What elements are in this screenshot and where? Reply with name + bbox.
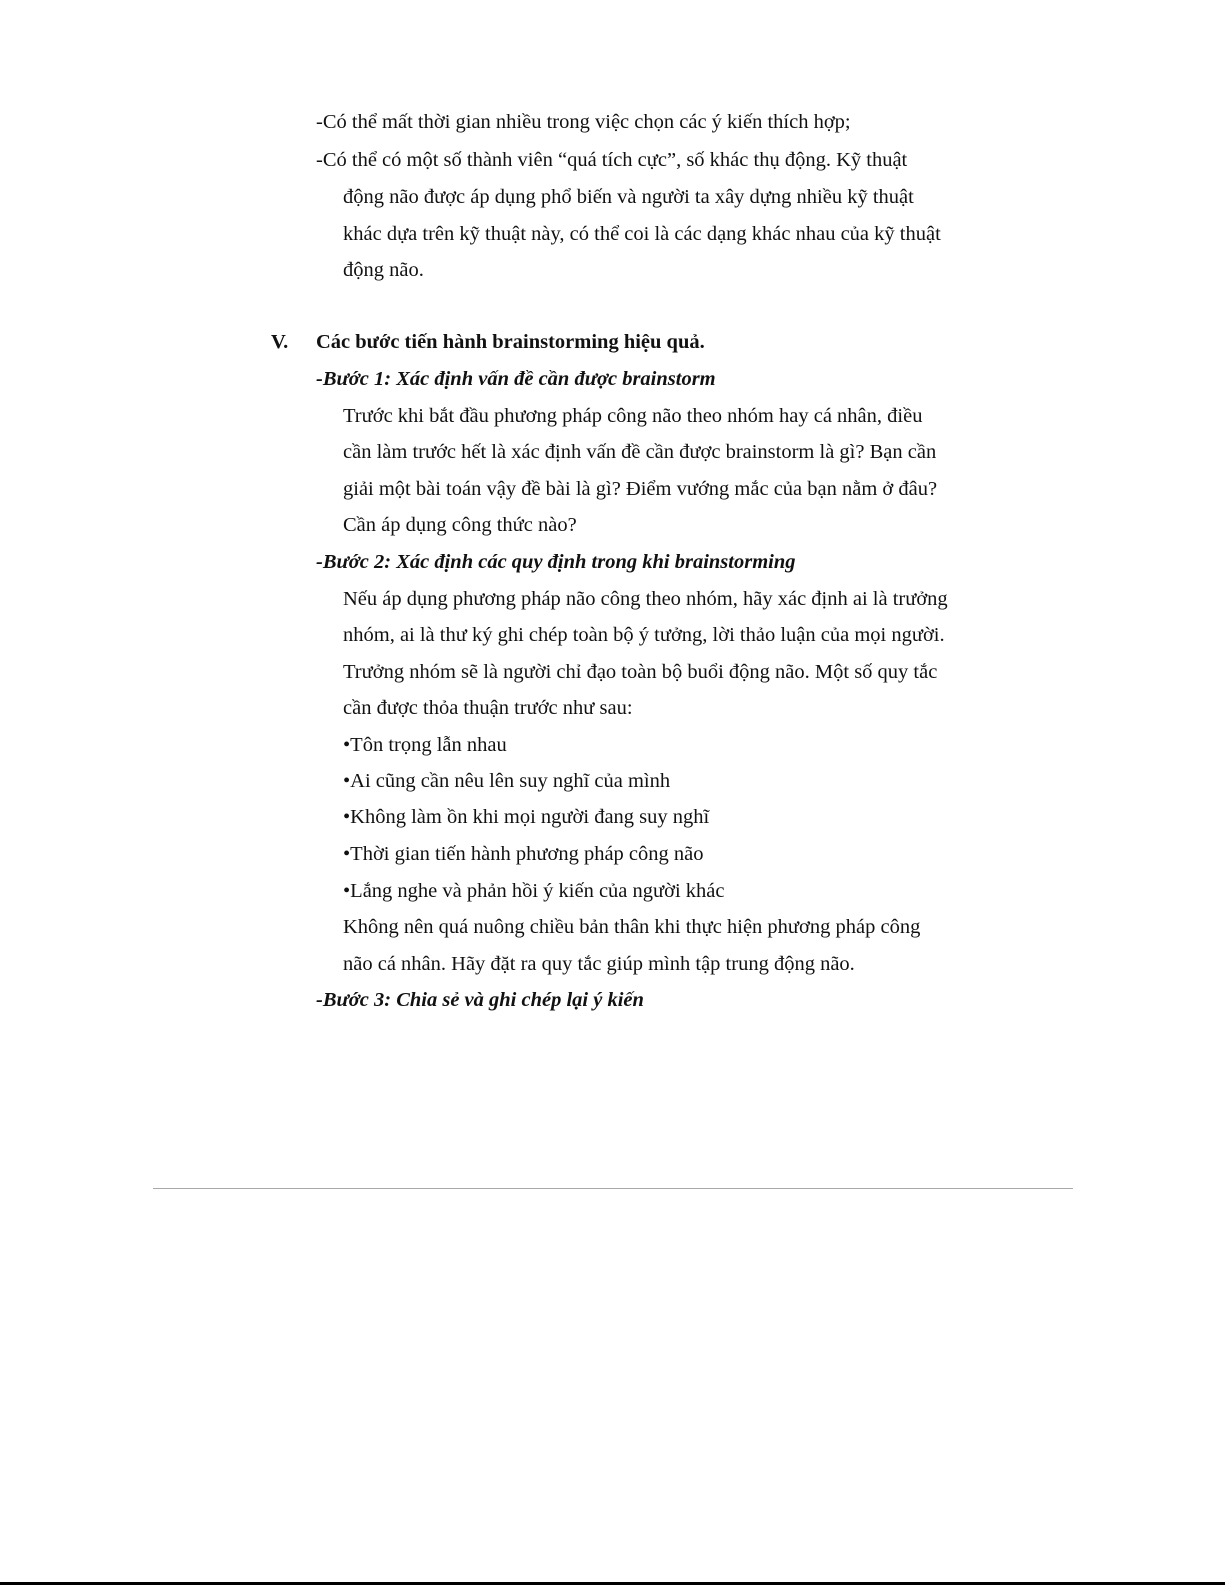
- step2-heading: -Bước 2: Xác định các quy định trong khi brainstorming: [316, 551, 796, 573]
- step2-line-2: nhóm, ai là thư ký ghi chép toàn bộ ý tưởng, lời thảo luận của mọi người.: [343, 624, 945, 646]
- rule-item: •Tôn trọng lẫn nhau: [343, 734, 507, 756]
- step1-line-3: giải một bài toán vậy đề bài là gì? Điểm vướng mắc của bạn nằm ở đâu?: [343, 478, 938, 500]
- intro-line-4: khác dựa trên kỹ thuật này, có thể coi là các dạng khác nhau của kỹ thuật: [343, 223, 941, 245]
- step1-line-4: Cần áp dụng công thức nào?: [343, 514, 577, 536]
- step2-line-4: cần được thỏa thuận trước như sau:: [343, 697, 633, 719]
- intro-line-3: động não được áp dụng phổ biến và người ta xây dựng nhiều kỹ thuật: [343, 186, 914, 208]
- page-divider: [153, 1188, 1073, 1189]
- section-title: Các bước tiến hành brainstorming hiệu quả.: [316, 331, 705, 353]
- step1-line-1: Trước khi bắt đầu phương pháp công não theo nhóm hay cá nhân, điều: [343, 405, 923, 427]
- rule-item: •Không làm ồn khi mọi người đang suy nghĩ: [343, 806, 710, 828]
- step1-heading: -Bước 1: Xác định vấn đề cần được brainstorm: [316, 368, 716, 390]
- rule-item: •Thời gian tiến hành phương pháp công não: [343, 843, 704, 865]
- intro-line-2: -Có thể có một số thành viên “quá tích cực”, số khác thụ động. Kỹ thuật: [316, 149, 908, 171]
- rule-item: •Ai cũng cần nêu lên suy nghĩ của mình: [343, 770, 671, 792]
- step2-closing-line-1: Không nên quá nuông chiều bản thân khi thực hiện phương pháp công: [343, 916, 921, 938]
- intro-line-5: động não.: [343, 259, 424, 281]
- step2-closing-line-2: não cá nhân. Hãy đặt ra quy tắc giúp mình tập trung động não.: [343, 953, 855, 975]
- section-number: V.: [271, 331, 289, 353]
- step2-line-3: Trưởng nhóm sẽ là người chỉ đạo toàn bộ buổi động não. Một số quy tắc: [343, 661, 938, 683]
- step1-line-2: cần làm trước hết là xác định vấn đề cần được brainstorm là gì? Bạn cần: [343, 441, 937, 463]
- rule-item: •Lắng nghe và phản hồi ý kiến của người khác: [343, 880, 725, 902]
- intro-line-1: -Có thể mất thời gian nhiều trong việc chọn các ý kiến thích hợp;: [316, 111, 851, 133]
- step3-heading: -Bước 3: Chia sẻ và ghi chép lại ý kiến: [316, 989, 644, 1011]
- step2-line-1: Nếu áp dụng phương pháp não công theo nhóm, hãy xác định ai là trưởng: [343, 588, 948, 610]
